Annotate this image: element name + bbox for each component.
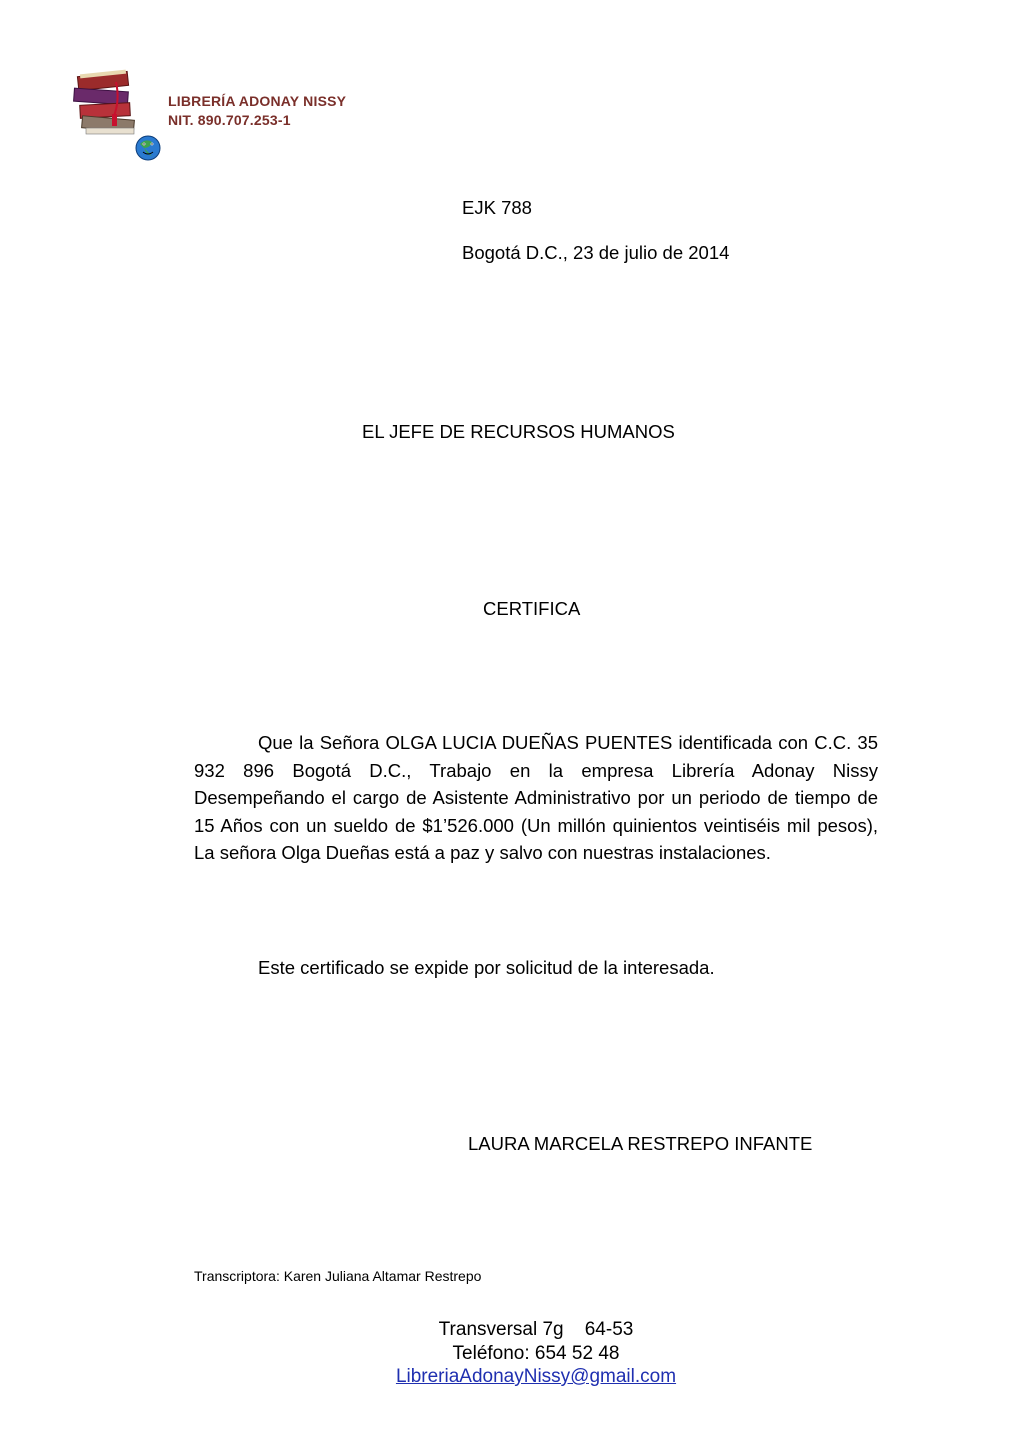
footer-email-link[interactable]: LibreriaAdonayNissy@gmail.com <box>395 1366 677 1387</box>
footer-phone: Teléfono: 654 52 48 <box>452 1342 620 1364</box>
issuer-heading: EL JEFE DE RECURSOS HUMANOS <box>362 421 675 442</box>
company-name: LIBRERÍA ADONAY NISSY <box>168 93 347 109</box>
letterhead <box>68 62 368 166</box>
closing-statement: Este certificado se expide por solicitud de la interesada. <box>258 957 715 978</box>
footer-address: Transversal 7g 64-53 <box>438 1319 634 1340</box>
place-date: Bogotá D.C., 23 de julio de 2014 <box>462 242 730 263</box>
reference-code: EJK 788 <box>462 197 532 218</box>
company-nit: NIT. 890.707.253-1 <box>168 112 291 128</box>
footer-contact <box>300 1318 772 1389</box>
transcriptor-note: Transcriptora: Karen Juliana Altamar Restrepo <box>194 1268 482 1284</box>
document-title: CERTIFICA <box>483 598 581 619</box>
certificate-body: Que la Señora OLGA LUCIA DUEÑAS PUENTES identificada con C.C. 35 932 896 Bogotá D.C., Trabajo en la empresa Librería Adonay Nissy Desempeñando el cargo de Asistente Administrativo por un periodo de tiempo de 15 Años con un sueldo de $1’526.000 (Un millón quinientos veintiséis mil pesos), La señora Olga Dueñas está a paz y salvo con nuestras instalaciones. <box>194 732 878 864</box>
stack-of-books-with-globe-icon <box>68 62 168 166</box>
signer-name: LAURA MARCELA RESTREPO INFANTE <box>468 1133 813 1154</box>
